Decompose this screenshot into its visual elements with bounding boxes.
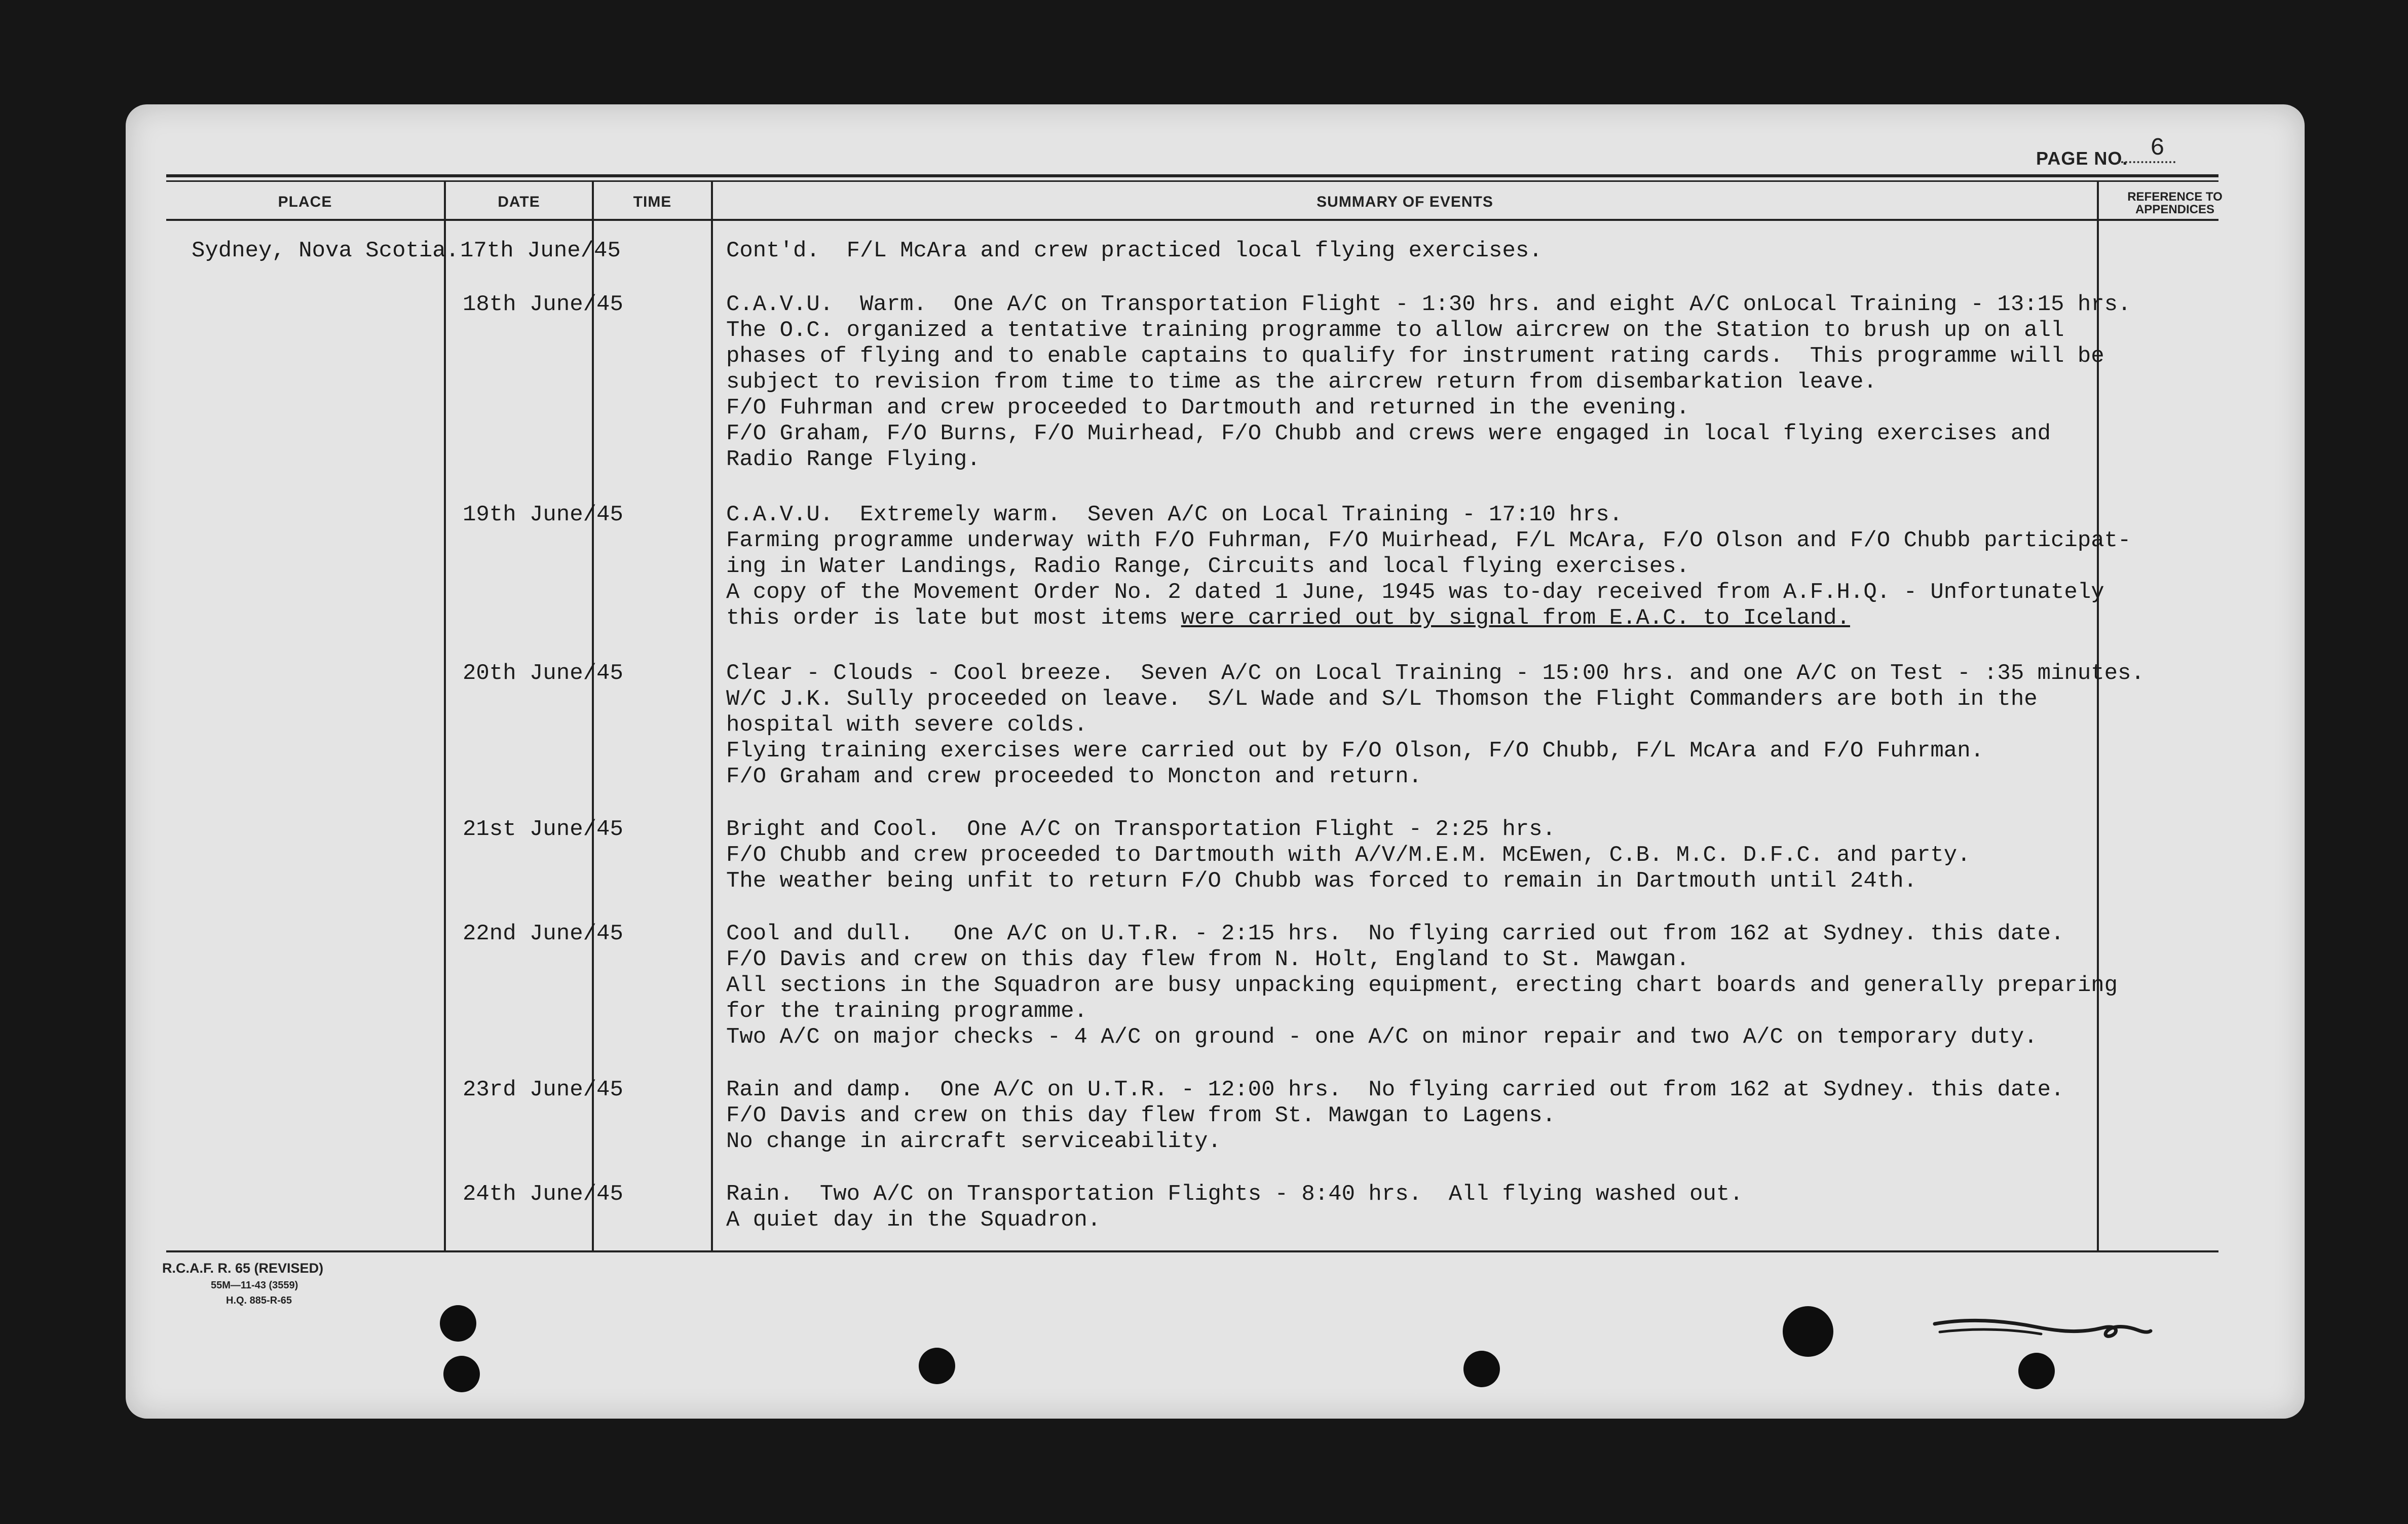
- entry-17-june: [726, 238, 2104, 264]
- column-rule-time: [711, 180, 713, 1250]
- date-24-june: 24th June/45: [463, 1182, 623, 1207]
- column-header-place: PLACE: [278, 194, 332, 210]
- date-21-june: 21st June/45: [463, 817, 623, 842]
- handwritten-initials-mark: [1930, 1298, 2153, 1353]
- page-number-label: PAGE NO.: [2036, 148, 2128, 169]
- entry-line: F/O Davis and crew on this day flew from St. Mawgan to Lagens.: [726, 1103, 1556, 1128]
- entry-22-june: [726, 921, 2118, 1050]
- diary-form-card: [126, 104, 2305, 1419]
- entry-text: this order is late but most items: [726, 605, 1181, 631]
- entry-line: C.A.V.U. Warm. One A/C on Transportation Flight - 1:30 hrs. and eight A/C onLocal Training - 13:15 hrs.: [726, 292, 2131, 317]
- entry-line: hospital with severe colds.: [726, 712, 1087, 738]
- date-20-june: 20th June/45: [463, 661, 623, 686]
- date-18-june: 18th June/45: [463, 292, 623, 317]
- binder-hole: [440, 1305, 476, 1342]
- entry-line: Farming programme underway with F/O Fuhrman, F/O Muirhead, F/L McAra, F/O Olson and F/O Chubb participat-: [726, 528, 2131, 553]
- column-header-reference: REFERENCE TO APPENDICES: [2127, 190, 2223, 216]
- entry-line: Rain. Two A/C on Transportation Flights - 8:40 hrs. All flying washed out.: [726, 1182, 1743, 1207]
- binder-hole: [919, 1348, 955, 1384]
- entry-line: No change in aircraft serviceability.: [726, 1129, 1221, 1154]
- bottom-rule: [166, 1250, 2218, 1252]
- top-double-rule: [166, 174, 2218, 177]
- entry-line: for the training programme.: [726, 999, 1087, 1024]
- entry-line: A quiet day in the Squadron.: [726, 1207, 1101, 1233]
- column-header-time: TIME: [633, 194, 672, 210]
- entry-line: A copy of the Movement Order No. 2 dated 1 June, 1945 was to-day received from A.F.H.Q. - Unfortunately: [726, 580, 2104, 605]
- entry-line: W/C J.K. Sully proceeded on leave. S/L Wade and S/L Thomson the Flight Commanders are both in the: [726, 687, 2038, 712]
- header-bottom-rule: [166, 219, 2218, 221]
- binder-hole: [443, 1356, 480, 1392]
- binder-hole: [1783, 1306, 1833, 1357]
- date-17-june: 17th June/45: [460, 238, 621, 263]
- entry-21-june: [726, 817, 2104, 894]
- top-rule: [166, 180, 2218, 182]
- entry-20-june: [726, 661, 2144, 790]
- binder-hole: [1463, 1351, 1500, 1387]
- entry-line: F/O Graham and crew proceeded to Moncton and return.: [726, 764, 1422, 789]
- entry-19-june: [726, 502, 2131, 631]
- entry-line: Clear - Clouds - Cool breeze. Seven A/C on Local Training - 15:00 hrs. and one A/C on Test - :35 minutes.: [726, 661, 2144, 686]
- entry-line: subject to revision from time to time as the aircrew return from disembarkation leave.: [726, 369, 1877, 395]
- column-rule-place: [444, 180, 446, 1250]
- entry-23-june: [726, 1077, 2104, 1155]
- page-number-dotted-line: [2117, 161, 2175, 163]
- entry-line: phases of flying and to enable captains to qualify for instrument rating cards. This programme will be: [726, 344, 2104, 369]
- entry-line: Cont'd. F/L McAra and crew practiced local flying exercises.: [726, 238, 1542, 263]
- entry-line: Radio Range Flying.: [726, 447, 981, 472]
- form-print-code: 55M—11-43 (3559): [211, 1280, 298, 1291]
- column-header-date: DATE: [498, 194, 540, 210]
- form-hq-code: H.Q. 885-R-65: [226, 1295, 292, 1306]
- entry-line: F/O Fuhrman and crew proceeded to Dartmouth and returned in the evening.: [726, 395, 1690, 421]
- page-number-value: 6: [2150, 135, 2165, 162]
- date-23-june: 23rd June/45: [463, 1077, 623, 1102]
- binder-hole: [2018, 1353, 2055, 1389]
- entry-line: ing in Water Landings, Radio Range, Circuits and local flying exercises.: [726, 554, 1690, 579]
- entry-line: The O.C. organized a tentative training programme to allow aircrew on the Station to brush up on all: [726, 318, 2064, 343]
- place-sydney-nova-scotia: Sydney, Nova Scotia.: [192, 238, 460, 263]
- entry-line-underlined: [726, 605, 2104, 631]
- entry-line: Flying training exercises were carried out by F/O Olson, F/O Chubb, F/L McAra and F/O Fuhrman.: [726, 738, 1984, 764]
- entry-line: F/O Davis and crew on this day flew from N. Holt, England to St. Mawgan.: [726, 947, 1690, 972]
- entry-line: Rain and damp. One A/C on U.T.R. - 12:00 hrs. No flying carried out from 162 at Sydney. this date.: [726, 1077, 2064, 1102]
- entry-line: Cool and dull. One A/C on U.T.R. - 2:15 hrs. No flying carried out from 162 at Sydney. this date.: [726, 921, 2064, 946]
- entry-24-june: [726, 1182, 2104, 1233]
- form-title: R.C.A.F. R. 65 (REVISED): [162, 1261, 324, 1276]
- date-22-june: 22nd June/45: [463, 921, 623, 946]
- entry-line: Two A/C on major checks - 4 A/C on ground - one A/C on minor repair and two A/C on temporary duty.: [726, 1024, 2038, 1050]
- entry-line: C.A.V.U. Extremely warm. Seven A/C on Local Training - 17:10 hrs.: [726, 502, 1623, 527]
- entry-line: F/O Chubb and crew proceeded to Dartmouth with A/V/M.E.M. McEwen, C.B. M.C. D.F.C. and party.: [726, 843, 1971, 868]
- entry-line: The weather being unfit to return F/O Chubb was forced to remain in Dartmouth until 24th.: [726, 868, 1917, 894]
- entry-line: Bright and Cool. One A/C on Transportation Flight - 2:25 hrs.: [726, 817, 1556, 842]
- entry-line: F/O Graham, F/O Burns, F/O Muirhead, F/O Chubb and crews were engaged in local flying exercises and: [726, 421, 2051, 446]
- entry-18-june: [726, 292, 2131, 473]
- date-19-june: 19th June/45: [463, 502, 623, 527]
- entry-line: All sections in the Squadron are busy unpacking equipment, erecting chart boards and generally preparing: [726, 973, 2118, 998]
- column-header-summary: SUMMARY OF EVENTS: [1316, 194, 1493, 210]
- underlined-text: were carried out by signal from E.A.C. to Iceland.: [1181, 605, 1850, 631]
